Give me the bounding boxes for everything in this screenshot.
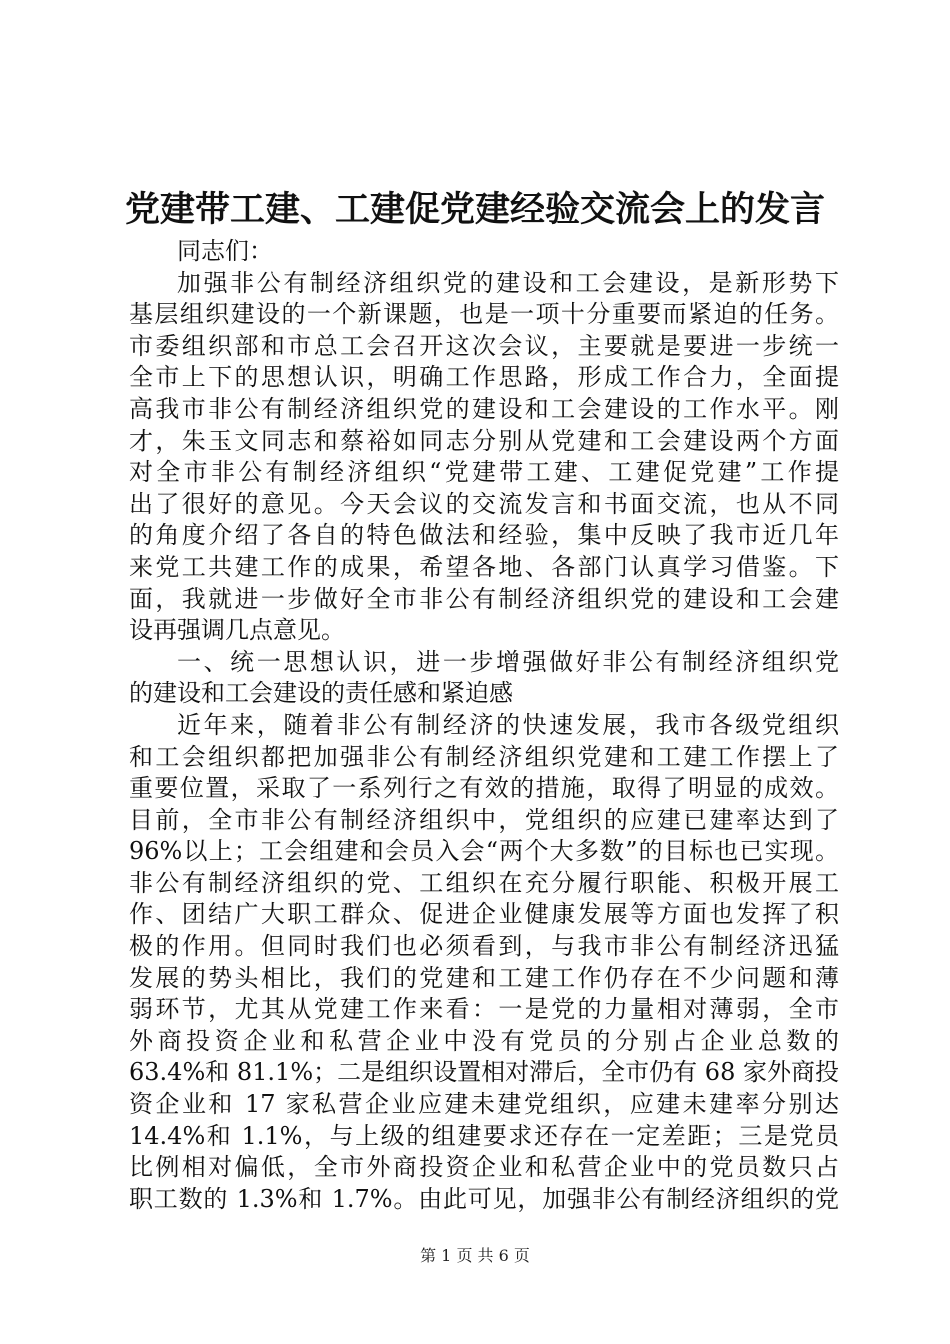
body-line: 外商投资企业和私营企业中没有党员的分别占企业总数的 <box>129 1026 839 1055</box>
body-line: 出了很好的意见。今天会议的交流发言和书面交流，也从不同 <box>129 489 839 518</box>
body-line: 的角度介绍了各自的特色做法和经验，集中反映了我市近几年 <box>129 521 839 550</box>
body-line: 同志们： <box>177 237 273 265</box>
body-line: 才，朱玉文同志和蔡裕如同志分别从党建和工会建设两个方面 <box>129 426 839 455</box>
body-line: 全市上下的思想认识，明确工作思路，形成工作合力，全面提 <box>129 363 839 392</box>
page-footer: 第 1 页 共 6 页 <box>420 1246 530 1265</box>
document-title: 党建带工建、工建促党建经验交流会上的发言 <box>124 189 825 230</box>
document-body <box>129 236 839 1215</box>
body-line: 资企业和 17 家私营企业应建未建党组织，应建未建率分别达 <box>129 1090 839 1119</box>
body-line: 作、团结广大职工群众、促进企业健康发展等方面也发挥了积 <box>129 900 839 929</box>
body-line: 极的作用。但同时我们也必须看到，与我市非公有制经济迅猛 <box>129 932 839 961</box>
section-heading-line: 的建设和工会建设的责任感和紧迫感 <box>129 679 513 708</box>
body-line: 发展的势头相比，我们的党建和工建工作仍存在不少问题和薄 <box>129 963 839 992</box>
body-line: 对全市非公有制经济组织“党建带工建、工建促党建”工作提 <box>129 458 839 487</box>
body-line: 目前，全市非公有制经济组织中，党组织的应建已建率达到了 <box>129 805 839 834</box>
body-line: 职工数的 1.3%和 1.7%。由此可见，加强非公有制经济组织的党 <box>129 1184 839 1213</box>
body-line: 比例相对偏低，全市外商投资企业和私营企业中的党员数只占 <box>129 1153 839 1182</box>
body-line: 非公有制经济组织的党、工组织在充分履行职能、积极开展工 <box>129 868 839 897</box>
body-line: 面，我就进一步做好全市非公有制经济组织党的建设和工会建 <box>129 584 839 613</box>
section-heading-line: 一、统一思想认识，进一步增强做好非公有制经济组织党 <box>177 647 839 676</box>
body-line: 基层组织建设的一个新课题，也是一项十分重要而紧迫的任务。 <box>129 300 839 329</box>
body-line: 弱环节，尤其从党建工作来看：一是党的力量相对薄弱，全市 <box>129 995 839 1024</box>
body-line: 63.4%和 81.1%；二是组织设置相对滞后，全市仍有 68 家外商投 <box>129 1058 839 1087</box>
body-line: 重要位置，采取了一系列行之有效的措施，取得了明显的成效。 <box>129 774 839 803</box>
body-line: 来党工共建工作的成果，希望各地、各部门认真学习借鉴。下 <box>129 552 839 581</box>
body-line: 96%以上；工会组建和会员入会“两个大多数”的目标也已实现。 <box>129 837 839 866</box>
body-line: 近年来，随着非公有制经济的快速发展，我市各级党组织 <box>177 710 839 739</box>
body-line: 设再强调几点意见。 <box>129 616 345 645</box>
body-line: 和工会组织都把加强非公有制经济组织党建和工建工作摆上了 <box>129 742 839 771</box>
body-line: 加强非公有制经济组织党的建设和工会建设，是新形势下 <box>177 268 839 297</box>
body-line: 高我市非公有制经济组织党的建设和工会建设的工作水平。刚 <box>129 394 839 423</box>
body-line: 14.4%和 1.1%，与上级的组建要求还存在一定差距；三是党员 <box>129 1121 839 1150</box>
body-line: 市委组织部和市总工会召开这次会议，主要就是要进一步统一 <box>129 331 839 360</box>
